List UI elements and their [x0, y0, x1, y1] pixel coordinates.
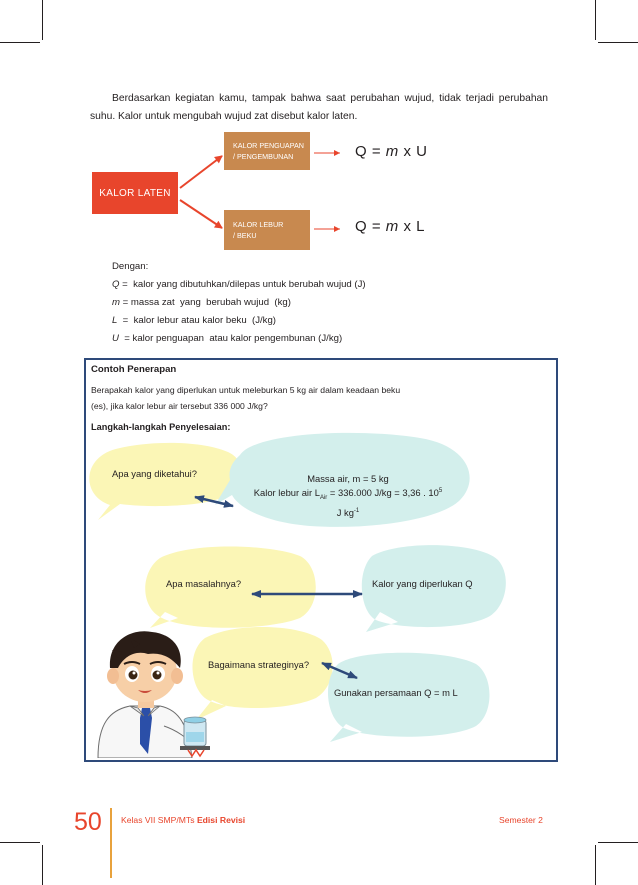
- box1-line1: KALOR PENGUAPAN: [233, 141, 304, 150]
- formula2-lhs: Q: [355, 218, 368, 235]
- answer1-line2-pre: Kalor lebur air L: [253, 487, 320, 499]
- answer1-line3: [228, 505, 468, 519]
- formula1-lhs: Q: [355, 143, 368, 160]
- answer-diketahui: [228, 472, 468, 519]
- page-number: 50: [74, 808, 102, 836]
- footer-semester: Semester 2: [499, 815, 543, 825]
- box2-line2: / BEKU: [233, 231, 257, 240]
- answer-masalah: Kalor yang diperlukan Q: [372, 578, 473, 589]
- answer1-superscript: 5: [438, 488, 443, 494]
- definitions-heading: Dengan:: [112, 261, 149, 272]
- definition-symbol: U: [112, 333, 119, 344]
- steps-title: Langkah-langkah Penyelesaian:: [91, 422, 231, 432]
- example-title: Contoh Penerapan: [91, 364, 177, 375]
- question-strategi: Bagaimana strateginya?: [208, 659, 310, 670]
- answer1-line2-post: = 336.000 J/kg = 3,36 . 10: [327, 487, 439, 499]
- answer1-subscript: Air: [319, 495, 328, 501]
- question-line1: Berapakah kalor yang diperlukan untuk meleburkan 5 kg air dalam keadaan beku: [91, 385, 401, 395]
- formula2-var: L: [416, 218, 425, 235]
- box2-line1: KALOR LEBUR: [233, 220, 284, 229]
- box1-line2: / PENGEMBUNAN: [233, 152, 294, 161]
- question-masalah: Apa masalahnya?: [166, 578, 242, 589]
- answer1-line3-text: J kg: [336, 507, 354, 519]
- student-illustration: [88, 628, 218, 758]
- footer-book-title: [121, 815, 245, 825]
- formula2-eq: =: [367, 218, 386, 235]
- definition-text: = kalor yang dibutuhkan/dilepas untuk berubah wujud (J): [119, 279, 366, 290]
- question-line2: (es), jika kalor lebur air tersebut 336 000 J/kg?: [91, 401, 268, 411]
- footer-book-class: Kelas VII SMP/MTs: [121, 815, 197, 825]
- bubble-diketahui: [89, 443, 241, 520]
- formula2-m: m: [385, 218, 399, 235]
- answer-strategi: Gunakan persamaan Q = m L: [334, 687, 458, 698]
- footer-divider: [110, 808, 112, 878]
- answer1-line3-sup: -1: [353, 508, 360, 514]
- formula1-x: x: [398, 143, 417, 160]
- answer1-line2: [228, 485, 468, 505]
- question-diketahui: Apa yang diketahui?: [112, 468, 197, 479]
- definition-symbol: Q: [112, 279, 120, 290]
- definition-text: = massa zat yang berubah wujud (kg): [120, 297, 291, 308]
- intro-text: Berdasarkan kegiatan kamu, tampak bahwa saat perubahan wujud, tidak terjadi perubahan suhu. Kalor untuk mengubah wujud zat disebut kalor laten.: [90, 93, 548, 122]
- answer1-line1: Massa air, m = 5 kg: [307, 473, 389, 484]
- kalor-laten-label: KALOR LATEN: [99, 187, 171, 199]
- formula1-m: m: [385, 143, 399, 160]
- definition-symbol: m: [112, 297, 120, 308]
- formula2-x: x: [398, 218, 417, 235]
- definition-text: = kalor penguapan atau kalor pengembunan (J/kg): [118, 333, 343, 344]
- definition-text: = kalor lebur atau kalor beku (J/kg): [117, 315, 276, 326]
- formula1-var: U: [416, 143, 428, 160]
- formula1-eq: =: [367, 143, 386, 160]
- footer-edition: Edisi Revisi: [196, 815, 246, 825]
- definition-symbol: L: [112, 315, 118, 326]
